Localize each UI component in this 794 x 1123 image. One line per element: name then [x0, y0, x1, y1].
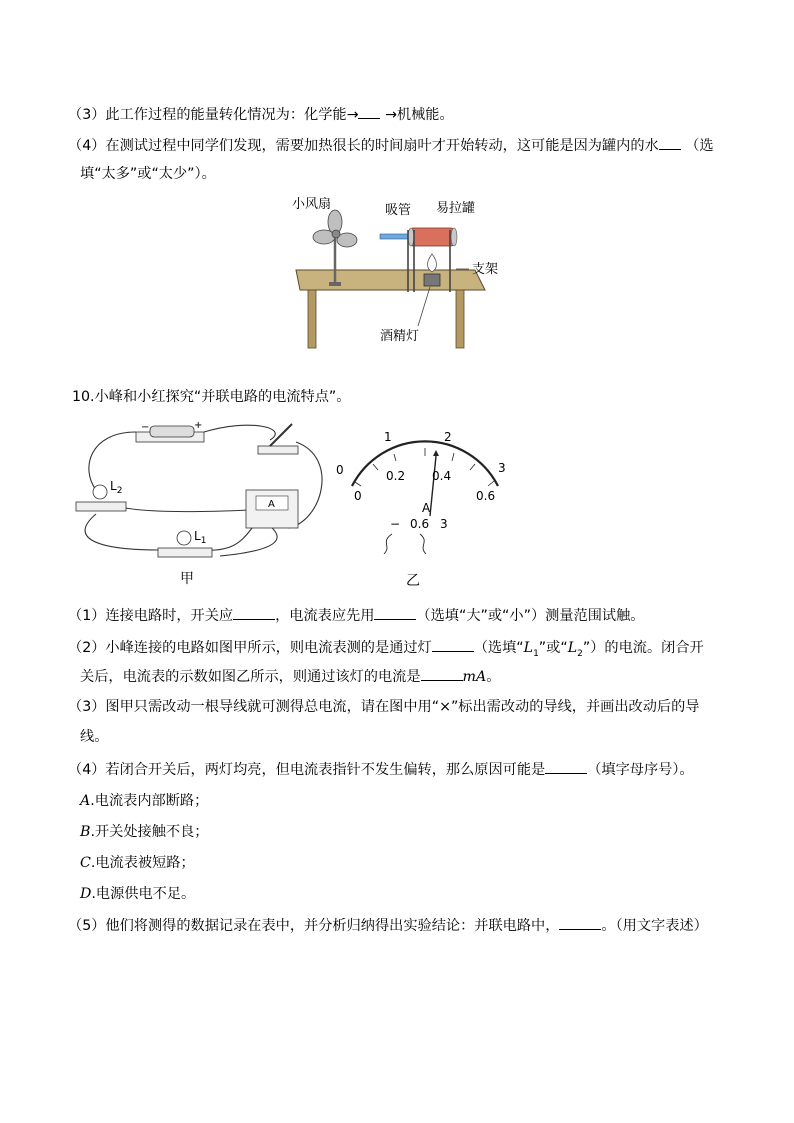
battery-plus-label: +: [194, 420, 203, 431]
figure-label-yi: 乙: [406, 573, 420, 589]
lamp-l1-label: $L_1$: [194, 529, 207, 546]
dial-pointer: [430, 456, 436, 516]
answer-blank[interactable]: [659, 135, 681, 150]
fan-apparatus-figure: [280, 192, 510, 354]
bulb-l2-icon: [93, 485, 107, 499]
fig-label-can: 易拉罐: [436, 201, 476, 216]
q10-part4: （4）若闭合开关后，两灯均亮，但电流表指针不发生偏转，那么原因可能是 （填字母序号）。: [68, 759, 694, 780]
dial-top-1: 1: [384, 430, 392, 444]
answer-blank[interactable]: [545, 759, 587, 774]
answer-blank[interactable]: [421, 666, 463, 681]
table-leg: [456, 290, 464, 348]
option-c: C.电流表被短路；: [80, 855, 195, 871]
q10-part1: （1）连接电路时，开关应 ，电流表应先用 （选填“大”或“小”）测量范围试触。: [68, 605, 644, 626]
q10-part2: （2）小峰连接的电路如图甲所示，则电流表测的是通过灯 （选填“$L_1$”或“$L_2$”）的电流。闭合开: [68, 637, 704, 664]
answer-blank[interactable]: [559, 915, 601, 930]
terminal-0-6: 0.6: [410, 517, 430, 531]
lead-wire: [384, 534, 392, 554]
q9-part3: （3）此工作过程的能量转化情况为：化学能→ →机械能。: [68, 104, 454, 125]
option-b: B.开关处接触不良；: [80, 824, 209, 840]
battery-minus-label: −: [141, 422, 150, 433]
fig-label-fan: 小风扇: [292, 197, 332, 212]
q10-title: 10.小峰和小红探究“并联电路的电流特点”。: [72, 389, 351, 405]
fig-label-stand: 支架: [472, 262, 499, 277]
lamp-base-l2: [76, 502, 126, 511]
q10-part2-cont: 关后，电流表的示数如图乙所示，则通过该灯的电流是 mA。: [80, 666, 500, 687]
answer-blank[interactable]: [358, 104, 380, 119]
option-a: A.电流表内部断路；: [80, 793, 209, 809]
answer-blank[interactable]: [432, 637, 474, 652]
dial-bottom-0: 0: [354, 489, 362, 503]
flame-icon: [428, 254, 437, 272]
lead-wire: [420, 534, 426, 554]
q10-part3: （3）图甲只需改动一根导线就可测得总电流，请在图中用“×”标出需改动的导线，并画出改动后的导: [68, 699, 700, 715]
straw: [380, 234, 410, 239]
table-top: [296, 270, 485, 290]
dial-top-2: 2: [444, 430, 452, 444]
option-d: D.电源供电不足。: [80, 886, 196, 902]
dial-top-3: 3: [498, 461, 506, 475]
figure-label-jia: 甲: [180, 571, 194, 587]
dial-ticks: [355, 448, 494, 486]
alcohol-lamp: [424, 274, 440, 286]
lamp-base-l1: [158, 548, 212, 557]
q10-part3-cont: 线。: [80, 729, 109, 745]
circuit-figure-jia: [70, 418, 332, 566]
dial-bottom-1: 0.2: [386, 469, 406, 483]
table-leg: [308, 290, 316, 348]
lamp-l2-label: $L_2$: [110, 479, 123, 496]
fig-label-straw: 吸管: [385, 203, 412, 218]
terminal-3: 3: [440, 517, 448, 531]
answer-blank[interactable]: [374, 605, 416, 620]
dial-bottom-2: 0.4: [432, 469, 452, 483]
q9-part4-cont: 填“太多”或“太少”）。: [80, 166, 216, 182]
bulb-l1-icon: [177, 531, 191, 545]
switch-base: [258, 446, 298, 454]
ammeter-dial-figure-yi: [328, 424, 528, 554]
can: [410, 228, 454, 246]
terminal-minus: −: [390, 517, 401, 531]
fig-label-lamp: 酒精灯: [380, 329, 420, 344]
ammeter-label: A: [268, 499, 275, 510]
dial-bottom-3: 0.6: [476, 489, 496, 503]
q10-part5: （5）他们将测得的数据记录在表中，并分析归纳得出实验结论：并联电路中， 。（用文字表述）: [68, 915, 708, 936]
dial-top-0: 0: [336, 463, 344, 477]
answer-blank[interactable]: [233, 605, 275, 620]
fan-base: [329, 282, 341, 286]
q9-part4: （4）在测试过程中同学们发现，需要加热很长的时间扇叶才开始转动，这可能是因为罐内的水 （选: [68, 135, 714, 156]
switch-lever-icon: [270, 424, 292, 446]
dial-unit: A: [422, 501, 431, 515]
